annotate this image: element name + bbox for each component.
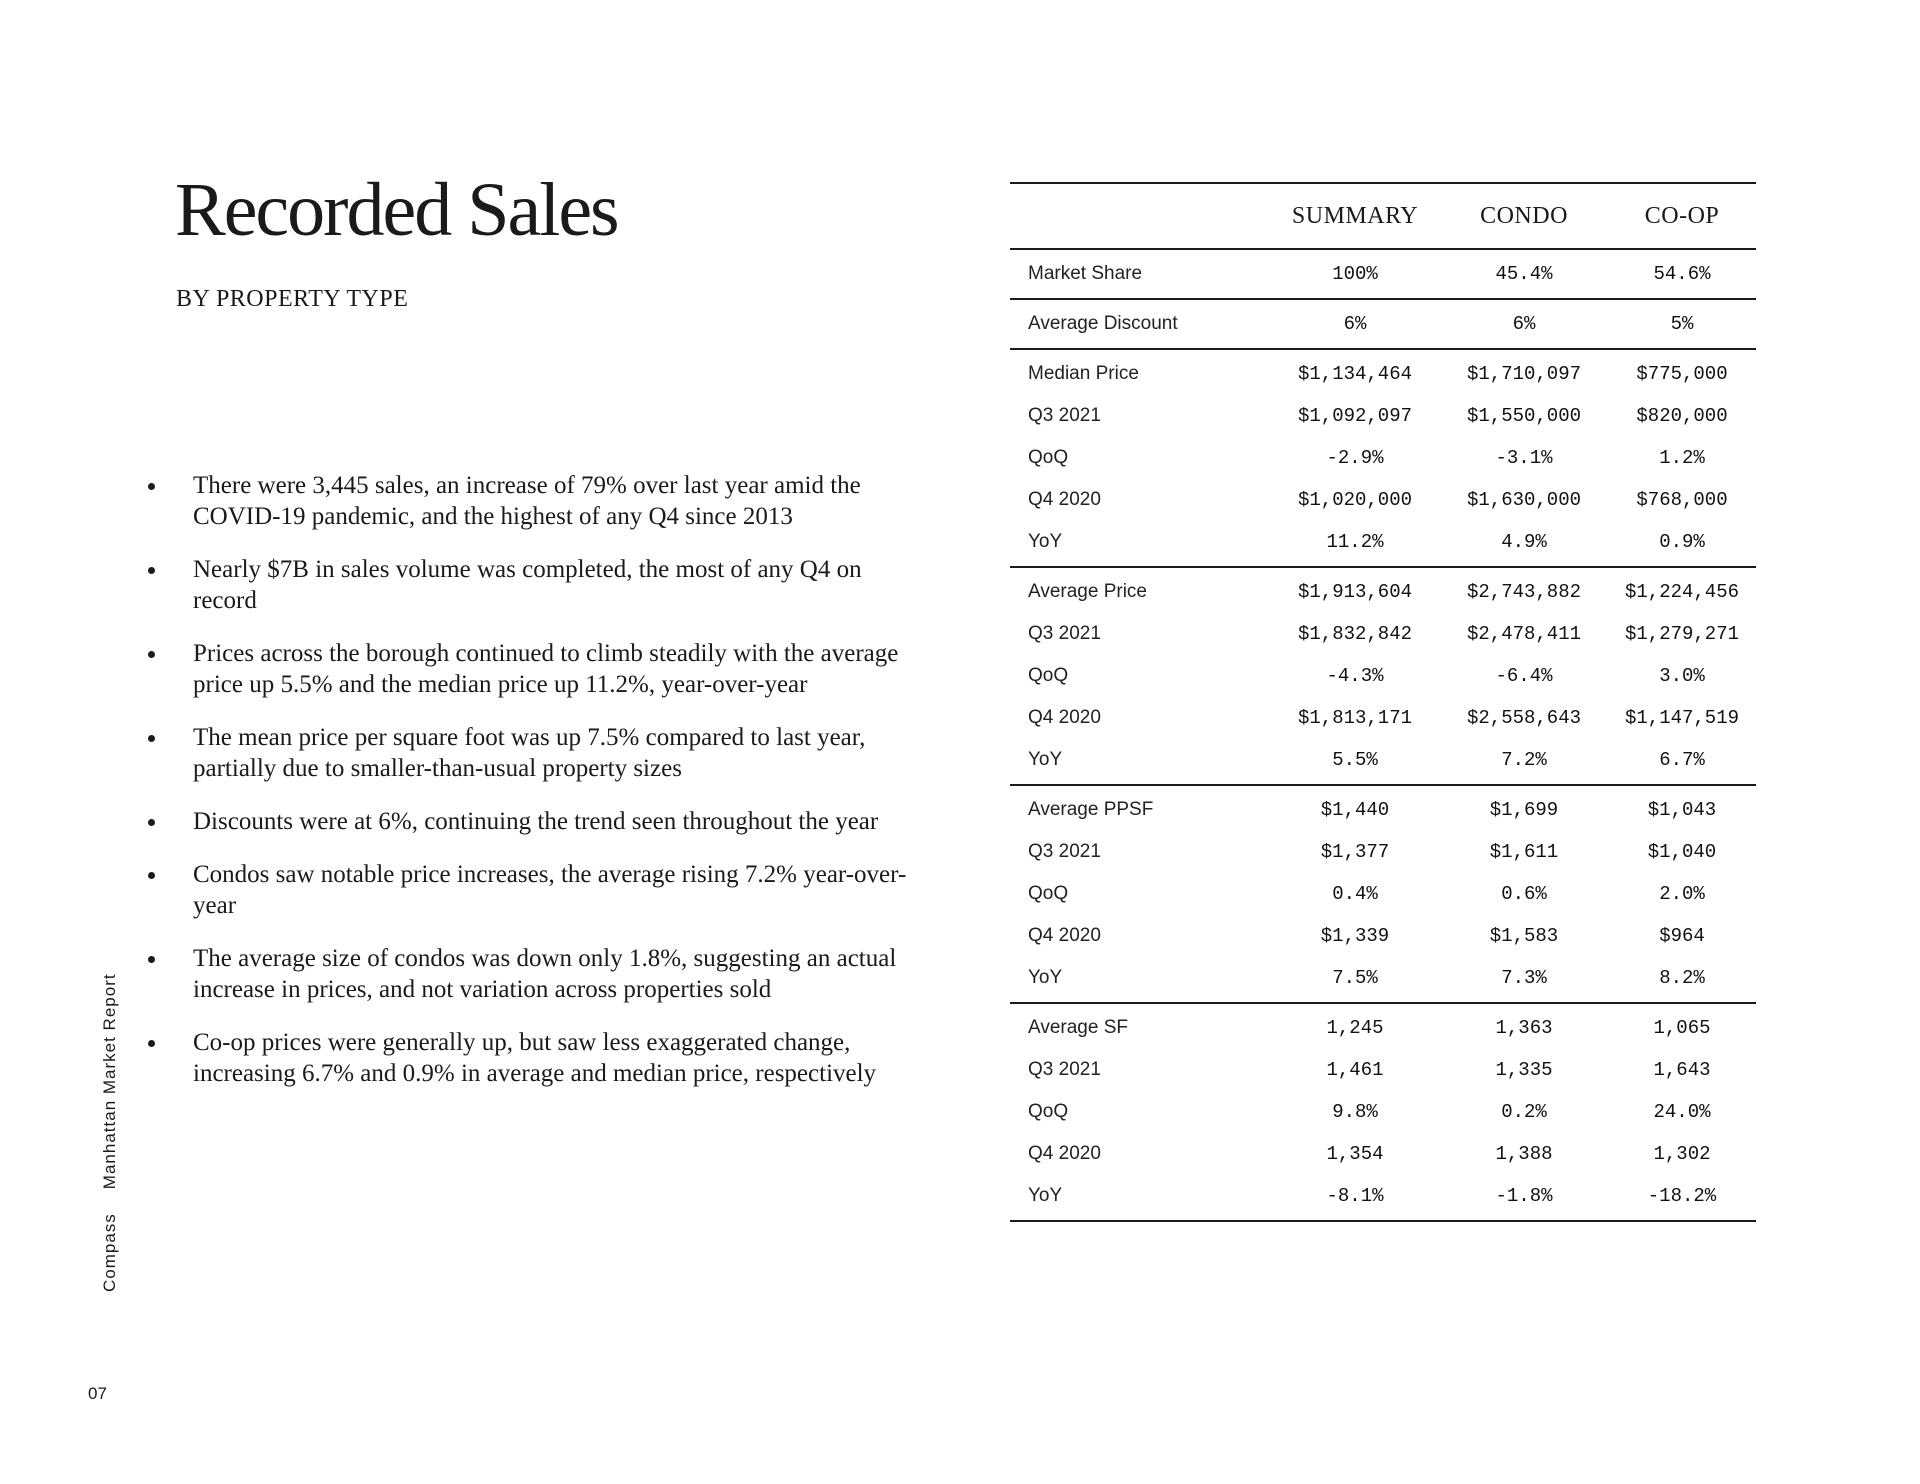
table-cell: $2,478,411 — [1466, 623, 1582, 645]
table-row — [1010, 479, 1756, 521]
column-header-condo: CONDO — [1480, 202, 1568, 229]
table-cell: 5% — [1670, 313, 1694, 335]
bullet-dot-icon — [148, 956, 155, 963]
table-cell: $2,558,643 — [1466, 707, 1582, 729]
table-cell: $1,040 — [1647, 841, 1717, 863]
table-cell: -4.3% — [1326, 665, 1384, 687]
table-row — [1010, 1007, 1756, 1049]
table-cell: $1,147,519 — [1624, 707, 1740, 729]
table-cell: 1,245 — [1326, 1017, 1384, 1039]
table-cell: $1,377 — [1320, 841, 1390, 863]
table-row — [1010, 1049, 1756, 1091]
table-cell: $768,000 — [1636, 489, 1728, 511]
brand-name: Compass — [100, 1213, 119, 1292]
table-cell: 0.2% — [1501, 1101, 1547, 1123]
bullet-item: Discounts were at 6%, continuing the trend seen throughout the year — [140, 806, 930, 837]
table-cell: 1,363 — [1495, 1017, 1553, 1039]
table-group — [1010, 568, 1756, 786]
page-number: 07 — [88, 1384, 107, 1403]
table-cell: 7.3% — [1501, 967, 1547, 989]
table-cell: 5.5% — [1332, 749, 1378, 771]
table-group — [1010, 300, 1756, 350]
table-cell: 54.6% — [1653, 263, 1711, 285]
table-cell: $1,043 — [1647, 799, 1717, 821]
row-label: Median Price — [1028, 363, 1139, 384]
table-row — [1010, 873, 1756, 915]
table-row — [1010, 395, 1756, 437]
row-label: YoY — [1028, 531, 1063, 552]
bullet-item: The mean price per square foot was up 7.5% compared to last year, partially due to smaller-than-usual property sizes — [140, 722, 930, 784]
table-cell: $1,020,000 — [1297, 489, 1413, 511]
table-cell: 7.2% — [1501, 749, 1547, 771]
bullet-dot-icon — [148, 819, 155, 826]
row-label: Q4 2020 — [1028, 1143, 1101, 1164]
table-cell: 6% — [1512, 313, 1536, 335]
report-side-label — [100, 949, 120, 1292]
row-label: YoY — [1028, 1185, 1063, 1206]
table-cell: $1,832,842 — [1297, 623, 1413, 645]
table-cell: $820,000 — [1636, 405, 1728, 427]
table-group — [1010, 1004, 1756, 1222]
table-cell: $1,440 — [1320, 799, 1390, 821]
table-cell: $1,583 — [1489, 925, 1559, 947]
table-cell: $775,000 — [1636, 363, 1728, 385]
table-cell: 1,643 — [1653, 1059, 1711, 1081]
table-cell: 1,461 — [1326, 1059, 1384, 1081]
table-cell: -1.8% — [1495, 1185, 1553, 1207]
row-label: Q3 2021 — [1028, 841, 1101, 862]
page-title: Recorded Sales — [175, 168, 618, 252]
table-cell: 3.0% — [1659, 665, 1705, 687]
table-row — [1010, 437, 1756, 479]
table-row — [1010, 957, 1756, 999]
row-label: QoQ — [1028, 883, 1069, 904]
table-row — [1010, 1133, 1756, 1175]
row-label: QoQ — [1028, 1101, 1069, 1122]
table-cell: $1,710,097 — [1466, 363, 1582, 385]
table-row — [1010, 1175, 1756, 1217]
table-cell: -3.1% — [1495, 447, 1553, 469]
table-row — [1010, 739, 1756, 781]
table-row — [1010, 613, 1756, 655]
table-cell: 7.5% — [1332, 967, 1378, 989]
table-cell: 6.7% — [1659, 749, 1705, 771]
table-cell: $2,743,882 — [1466, 581, 1582, 603]
table-group — [1010, 786, 1756, 1004]
row-label: Q4 2020 — [1028, 489, 1101, 510]
table-row — [1010, 303, 1756, 345]
table-row — [1010, 915, 1756, 957]
table-cell: -2.9% — [1326, 447, 1384, 469]
table-row — [1010, 655, 1756, 697]
row-label: QoQ — [1028, 665, 1069, 686]
row-label: Q4 2020 — [1028, 925, 1101, 946]
row-label: Average PPSF — [1028, 799, 1154, 820]
table-cell: 1,388 — [1495, 1143, 1553, 1165]
bullet-dot-icon — [148, 1040, 155, 1047]
page-subtitle: BY PROPERTY TYPE — [176, 286, 409, 312]
table-cell: $1,134,464 — [1297, 363, 1413, 385]
summary-bullets — [140, 470, 930, 1111]
row-label: YoY — [1028, 749, 1063, 770]
table-row — [1010, 521, 1756, 563]
report-name: Manhattan Market Report — [100, 973, 119, 1190]
table-cell: 0.4% — [1332, 883, 1378, 905]
row-label: QoQ — [1028, 447, 1069, 468]
table-row — [1010, 1091, 1756, 1133]
table-cell: 6% — [1343, 313, 1367, 335]
recorded-sales-table — [1010, 182, 1756, 1222]
table-cell: $1,224,456 — [1624, 581, 1740, 603]
bullet-item: Nearly $7B in sales volume was completed, the most of any Q4 on record — [140, 554, 930, 616]
table-cell: $1,339 — [1320, 925, 1390, 947]
table-cell: 4.9% — [1501, 531, 1547, 553]
table-row — [1010, 789, 1756, 831]
bullet-item: There were 3,445 sales, an increase of 79% over last year amid the COVID-19 pandemic, and the highest of any Q4 since 2013 — [140, 470, 930, 532]
row-label: Market Share — [1028, 263, 1143, 284]
table-cell: $1,611 — [1489, 841, 1559, 863]
table-cell: $1,813,171 — [1297, 707, 1413, 729]
table-cell: 1.2% — [1659, 447, 1705, 469]
table-row — [1010, 571, 1756, 613]
table-cell: $1,630,000 — [1466, 489, 1582, 511]
table-row — [1010, 697, 1756, 739]
table-row — [1010, 831, 1756, 873]
bullet-item: Prices across the borough continued to climb steadily with the average price up 5.5% and the median price up 11.2%, year-over-year — [140, 638, 930, 700]
table-cell: $1,913,604 — [1297, 581, 1413, 603]
table-cell: 2.0% — [1659, 883, 1705, 905]
table-cell: 0.6% — [1501, 883, 1547, 905]
column-header-summary: SUMMARY — [1291, 202, 1419, 229]
table-cell: 100% — [1332, 263, 1378, 285]
table-cell: $1,092,097 — [1297, 405, 1413, 427]
row-label: Average Price — [1028, 581, 1147, 602]
table-cell: 9.8% — [1332, 1101, 1378, 1123]
bullet-dot-icon — [148, 567, 155, 574]
table-cell: 0.9% — [1659, 531, 1705, 553]
table-group — [1010, 250, 1756, 300]
table-cell: -18.2% — [1647, 1185, 1717, 1207]
row-label: YoY — [1028, 967, 1063, 988]
row-label: Average Discount — [1028, 313, 1178, 334]
table-cell: 1,354 — [1326, 1143, 1384, 1165]
table-cell: 24.0% — [1653, 1101, 1711, 1123]
table-cell: 1,065 — [1653, 1017, 1711, 1039]
bullet-dot-icon — [148, 735, 155, 742]
table-cell: -6.4% — [1495, 665, 1553, 687]
bullet-dot-icon — [148, 872, 155, 879]
bullet-dot-icon — [148, 651, 155, 658]
table-cell: $1,279,271 — [1624, 623, 1740, 645]
bullet-item: The average size of condos was down only 1.8%, suggesting an actual increase in prices, and not variation across properties sold — [140, 943, 930, 1005]
row-label: Q3 2021 — [1028, 405, 1101, 426]
bullet-item: Co-op prices were generally up, but saw less exaggerated change, increasing 6.7% and 0.9% in average and median price, respectively — [140, 1027, 930, 1089]
table-cell: $1,699 — [1489, 799, 1559, 821]
table-cell: $1,550,000 — [1466, 405, 1582, 427]
row-label: Average SF — [1028, 1017, 1128, 1038]
row-label: Q3 2021 — [1028, 623, 1101, 644]
row-label: Q4 2020 — [1028, 707, 1101, 728]
table-cell: 8.2% — [1659, 967, 1705, 989]
table-cell: 1,335 — [1495, 1059, 1553, 1081]
table-row — [1010, 253, 1756, 295]
row-label: Q3 2021 — [1028, 1059, 1101, 1080]
table-header — [1010, 182, 1756, 250]
table-cell: 11.2% — [1326, 531, 1384, 553]
table-cell: $964 — [1659, 925, 1705, 947]
column-header-coop: CO-OP — [1644, 202, 1720, 229]
bullet-item: Condos saw notable price increases, the average rising 7.2% year-over-year — [140, 859, 930, 921]
table-row — [1010, 353, 1756, 395]
table-cell: 1,302 — [1653, 1143, 1711, 1165]
table-cell: 45.4% — [1495, 263, 1553, 285]
bullet-dot-icon — [148, 483, 155, 490]
table-group — [1010, 350, 1756, 568]
table-body — [1010, 250, 1756, 1222]
table-cell: -8.1% — [1326, 1185, 1384, 1207]
